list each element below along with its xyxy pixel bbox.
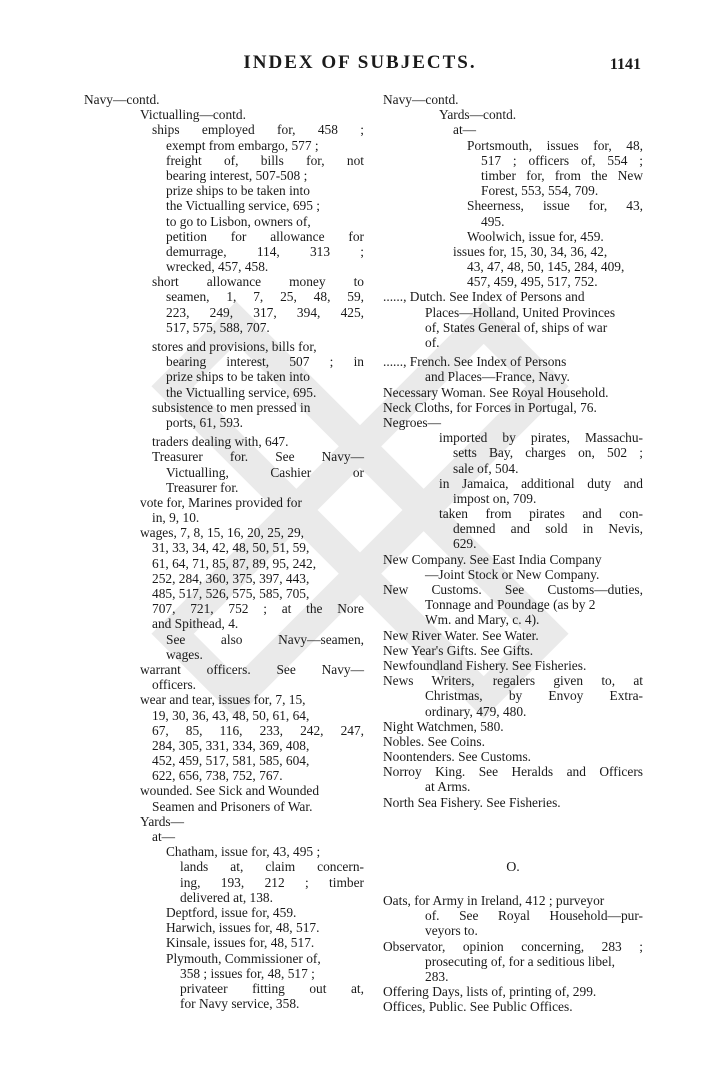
index-line: 358 ; issues for, 48, 517 ; <box>180 965 315 981</box>
index-line: of, States General of, ships of war <box>425 319 608 335</box>
index-line: bearing interest, 507-508 ; <box>166 167 308 183</box>
index-line: New River Water. See Water. <box>383 627 539 643</box>
index-line: Kinsale, issues for, 48, 517. <box>166 935 315 951</box>
index-line: 517, 575, 588, 707. <box>166 319 270 335</box>
index-line: in, 9, 10. <box>152 510 200 526</box>
index-line: 707, 721, 752 ; at the Nore <box>152 601 364 617</box>
section-letter: O. <box>506 860 520 875</box>
index-line: exempt from embargo, 577 ; <box>166 137 319 153</box>
index-line: ports, 61, 593. <box>166 414 243 430</box>
index-line: freight of, bills for, not <box>166 152 364 168</box>
index-line: —Joint Stock or New Company. <box>425 566 600 582</box>
index-line: at— <box>453 122 477 138</box>
index-line: Plymouth, Commissioner of, <box>166 950 321 966</box>
index-line: 457, 459, 495, 517, 752. <box>467 274 598 290</box>
index-line: 622, 656, 738, 752, 767. <box>152 768 283 784</box>
index-line: Forest, 553, 554, 709. <box>481 183 599 199</box>
left-column <box>84 92 364 1011</box>
index-line: impost on, 709. <box>453 490 537 506</box>
index-line: Tonnage and Poundage (as by 2 <box>425 597 596 613</box>
index-line: petition for allowance for <box>166 228 364 244</box>
index-line: the Victualling service, 695. <box>166 384 317 400</box>
index-line: Sheerness, issue for, 43, <box>467 198 643 214</box>
index-line: Harwich, issues for, 48, 517. <box>166 920 320 936</box>
index-line: short allowance money to <box>152 274 364 290</box>
index-line: Seamen and Prisoners of War. <box>152 798 313 814</box>
index-line: 517 ; officers of, 554 ; <box>481 152 643 168</box>
index-line: ordinary, 479, 480. <box>425 703 527 719</box>
index-line: prize ships to be taken into <box>166 183 310 199</box>
index-line: Victualling—contd. <box>140 107 246 123</box>
index-line: Neck Cloths, for Forces in Portugal, 76. <box>383 399 597 415</box>
index-line: Portsmouth, issues for, 48, <box>467 137 643 153</box>
index-line: seamen, 1, 7, 25, 48, 59, <box>166 289 364 305</box>
index-line: ing, 193, 212 ; timber <box>180 874 364 890</box>
index-line: Observator, opinion concerning, 283 ; <box>383 938 643 954</box>
index-line: timber for, from the New <box>481 167 643 183</box>
index-line: Newfoundland Fishery. See Fisheries. <box>383 657 587 673</box>
index-line: to go to Lisbon, owners of, <box>166 213 311 229</box>
index-line: wrecked, 457, 458. <box>166 259 269 275</box>
index-line: New Company. See East India Company <box>383 551 602 567</box>
index-line: prosecuting of, for a seditious libel, <box>425 953 616 969</box>
index-line: Noontenders. See Customs. <box>383 749 532 765</box>
index-line: bearing interest, 507 ; in <box>166 354 364 370</box>
index-line: wounded. See Sick and Wounded <box>140 783 320 799</box>
index-line: stores and provisions, bills for, <box>152 339 317 354</box>
index-line: 495. <box>481 213 505 229</box>
index-line: delivered at, 138. <box>180 889 273 905</box>
index-line: Norroy King. See Heralds and Officers <box>383 764 643 780</box>
index-line: 31, 33, 34, 42, 48, 50, 51, 59, <box>152 540 310 556</box>
index-line: Wm. and Mary, c. 4). <box>425 612 540 628</box>
index-line: veyors to. <box>425 923 478 939</box>
index-line: wages, 7, 8, 15, 16, 20, 25, 29, <box>140 525 305 541</box>
page-title: INDEX OF SUBJECTS. <box>243 52 477 73</box>
index-line: 67, 85, 116, 233, 242, 247, <box>152 722 364 738</box>
index-line: taken from pirates and con- <box>439 506 643 522</box>
index-line: 452, 459, 517, 581, 585, 604, <box>152 753 310 769</box>
index-line: North Sea Fishery. See Fisheries. <box>383 794 561 810</box>
index-line: Nobles. See Coins. <box>383 733 485 749</box>
index-line: Christmas, by Envoy Extra- <box>425 688 643 704</box>
index-line: 19, 30, 36, 43, 48, 50, 61, 64, <box>152 707 310 723</box>
index-line: at— <box>152 829 176 844</box>
index-line: warrant officers. See Navy— <box>140 661 364 677</box>
index-line: at Arms. <box>425 779 471 795</box>
index-line: See also Navy—seamen, <box>166 631 364 647</box>
index-line: Night Watchmen, 580. <box>383 718 504 734</box>
index-line: issues for, 15, 30, 34, 36, 42, <box>453 243 608 259</box>
page-header <box>0 52 720 82</box>
index-line: demned and sold in Nevis, <box>453 521 643 537</box>
index-line: Victualling, Cashier or <box>166 464 364 480</box>
index-line: 223, 249, 317, 394, 425, <box>166 304 364 320</box>
index-line: Deptford, issue for, 459. <box>166 904 297 920</box>
page-number: 1141 <box>609 56 641 73</box>
index-line: Offices, Public. See Public Offices. <box>383 999 573 1015</box>
index-line: prize ships to be taken into <box>166 369 310 385</box>
index-line: Treasurer for. See Navy— <box>152 449 364 465</box>
index-line: 629. <box>453 536 477 552</box>
index-line: ......, Dutch. See Index of Persons and <box>383 289 585 305</box>
index-line: Chatham, issue for, 43, 495 ; <box>166 844 321 860</box>
index-line: 252, 284, 360, 375, 397, 443, <box>152 570 310 586</box>
index-line: Offering Days, lists of, printing of, 299. <box>383 984 597 1000</box>
index-line: subsistence to men pressed in <box>152 399 311 415</box>
index-line: Negroes— <box>383 414 442 430</box>
index-line: Yards—contd. <box>439 107 517 123</box>
index-line: ships employed for, 458 ; <box>152 122 364 138</box>
index-line: lands at, claim concern- <box>180 859 364 875</box>
index-line: for Navy service, 358. <box>180 996 300 1012</box>
index-line: News Writers, regalers given to, at <box>383 673 643 689</box>
index-line: of. <box>425 335 440 350</box>
index-line: Yards— <box>140 813 185 829</box>
index-line: sale of, 504. <box>453 460 519 476</box>
index-line: 61, 64, 71, 85, 87, 89, 95, 242, <box>152 555 317 571</box>
right-column-o-section <box>383 893 643 1015</box>
index-line: vote for, Marines provided for <box>140 494 302 510</box>
index-line: Navy—contd. <box>84 92 160 107</box>
index-line: New Year's Gifts. See Gifts. <box>383 642 534 658</box>
index-line: wages. <box>166 646 203 662</box>
index-line: Navy—contd. <box>383 92 459 107</box>
index-line: Woolwich, issue for, 459. <box>467 228 604 244</box>
index-line: 283. <box>425 968 449 984</box>
index-line: privateer fitting out at, <box>180 980 364 996</box>
index-line: Places—Holland, United Provinces <box>425 304 616 320</box>
index-line: imported by pirates, Massachu- <box>439 430 643 446</box>
index-line: traders dealing with, 647. <box>152 434 289 450</box>
index-line: ......, French. See Index of Persons <box>383 354 567 370</box>
index-line: New Customs. See Customs—duties, <box>383 582 643 597</box>
index-line: and Spithead, 4. <box>152 616 239 632</box>
index-line: and Places—France, Navy. <box>425 369 570 385</box>
index-line: demurrage, 114, 313 ; <box>166 243 364 259</box>
index-line: of. See Royal Household—pur- <box>425 908 643 924</box>
index-line: in Jamaica, additional duty and <box>439 475 643 491</box>
index-line: setts Bay, charges on, 502 ; <box>453 445 643 461</box>
index-line: Treasurer for. <box>166 479 239 495</box>
index-line: Oats, for Army in Ireland, 412 ; purveyor <box>383 893 605 908</box>
index-line: 485, 517, 526, 575, 585, 705, <box>152 586 310 601</box>
right-column <box>383 92 643 810</box>
index-line: 284, 305, 331, 334, 369, 408, <box>152 737 310 753</box>
index-line: 43, 47, 48, 50, 145, 284, 409, <box>467 259 625 275</box>
index-line: the Victualling service, 695 ; <box>166 198 321 214</box>
index-line: Necessary Woman. See Royal Household. <box>383 384 609 400</box>
index-line: wear and tear, issues for, 7, 15, <box>140 692 306 708</box>
index-line: officers. <box>152 677 196 693</box>
